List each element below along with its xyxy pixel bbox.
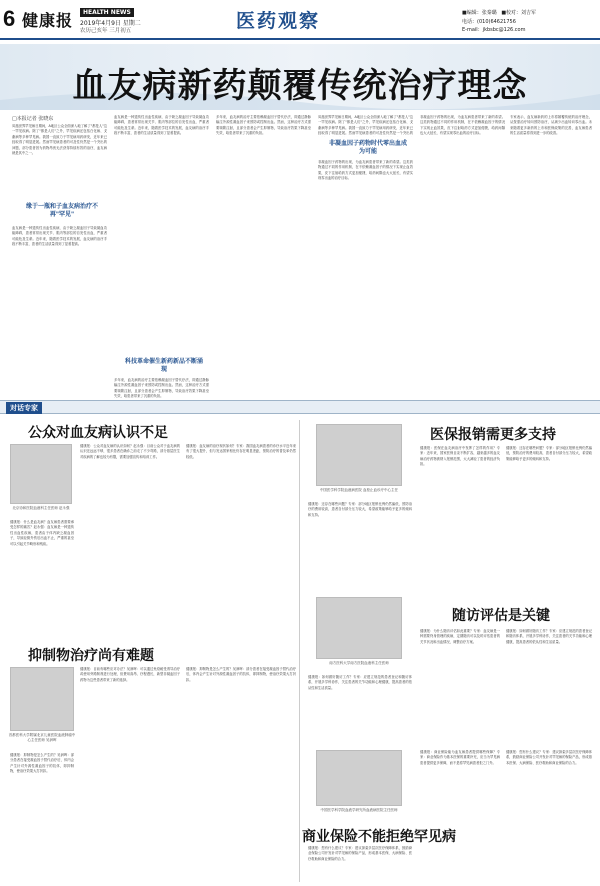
section-3-text-c: 健康报：抑制物是怎么产生的？吴润晖：部分患者在接受凝血因子替代治疗后，体内会产生针对外源性凝血因子的抗体，即抑制物，使治疗效果大打折扣。	[186, 667, 296, 682]
expert-photo-1	[10, 444, 72, 504]
section-5-text-b: 健康报：您有什么建议？专家：建议探索多层次医疗保障体系，鼓励商业保险公司开发针对罕见病的保险产品，形成基本医保、大病保险、医疗救助和商业保险的合力。	[506, 750, 592, 765]
section-5-text-c: 健康报：您有什么建议？专家：建议探索多层次医疗保障体系，鼓励商业保险公司开发针对罕见病的保险产品，形成基本医保、大病保险、医疗救助和商业保险的合力。	[308, 846, 412, 861]
article-col-1b: 血友病是一种遗传性出血性疾病，由于缺乏凝血因子导致凝血功能障碍，患者常常出现关节、肌肉等部位的自发性出血，严重者可能危及生命。近年来，随着医学技术的发展，血友病的治疗手段不断丰富，患者的生活质量得到了显著提高。	[12, 226, 107, 247]
subhead-1: 缘于一瓶和子血友病治疗不再"罕见"	[25, 203, 98, 218]
article-col-4: 非凝血因子药物的出现，为血友病患者带来了新的希望。这类药物通过不同的作用机制，在不依赖凝血因子的情况下实现止血效果，皮下注射给药方式更加便捷，给药间隔也大大延长，有望实现零出血的治疗目标。	[318, 160, 413, 181]
article-col-5: 非凝血因子药物的出现，为血友病患者带来了新的希望。这类药物通过不同的作用机制，在不依赖凝血因子的情况下实现止血效果，皮下注射给药方式更加便捷，给药间隔也大大延长，有望实现零出血的治疗目标。	[420, 115, 505, 136]
photo-caption-5: 中国医学科学院血液学研究所血液病医院主任医师	[320, 808, 398, 812]
photo-caption-2: 中国医学科学院血液病医院 血栓止血诊疗中心主任	[319, 488, 399, 492]
masthead-rule	[0, 38, 600, 40]
expert-photo-2	[316, 424, 402, 486]
section-3-text-a: 健康报：抑制物是怎么产生的？吴润晖：部分患者在接受凝血因子替代治疗后，体内会产生针对外源性凝血因子的抗体，即抑制物，使治疗效果大打折扣。	[10, 753, 74, 774]
section-3	[8, 645, 298, 883]
paper-name: 健康报	[22, 11, 74, 30]
section-2-title: 医保报销需更多支持	[430, 427, 556, 443]
expert-photo-3	[10, 667, 74, 731]
article-col-2: 血友病是一种遗传性出血性疾病，由于缺乏凝血因子导致凝血功能障碍，患者常常出现关节、肌肉等部位的自发性出血，严重者可能危及生命。近年来，随着医学技术的发展，血友病的治疗手段不断丰富，患者的生活质量得到了显著提高。	[114, 115, 209, 136]
section-1	[8, 420, 298, 640]
section-4-text-b: 健康报：如何做好随访工作？专家：应建立规范的患者登记和随访体系，开展多学科协作，关注患者的关节功能和心理健康，提高患者的依从性和生活质量。	[506, 629, 592, 644]
subhead-2: 科技革命催生新药新品不断涌现	[124, 358, 203, 373]
contact-email: E-mail：jkbsbc@126.com	[462, 27, 526, 33]
article-col-3: 多年来，血友病的治疗主要依赖凝血因子替代疗法，即通过静脉输注外源性凝血因子来预防或控制出血。然而，这种治疗方式需要频繁注射，且部分患者会产生抑制物，导致治疗效果下降甚至失效，给患者带来了沉重的负担。	[216, 115, 311, 136]
english-name-badge: HEALTH NEWS	[80, 8, 134, 17]
section-4-title: 随访评估是关键	[452, 608, 550, 624]
section-1-text-a: 健康报：什么是血友病？血友病患者需要承受怎样的痛苦？赵永强：血友病是一种遗传性出血性疾病，患者由于体内缺乏凝血因子，导致轻微外伤后出血不止，严重的甚至可以引起关节畸形和残疾。	[10, 520, 74, 546]
section-1-text-b: 健康报：公众对血友病的认识如何？赵永强：目前公众对于血友病的认识还远远不够，很多患者在确诊之前走了不少弯路，部分基层医生对疾病的了解也较为有限，需要加强宣传和培训工作。	[80, 444, 180, 459]
article-col-2b: 多年来，血友病的治疗主要依赖凝血因子替代疗法，即通过静脉输注外源性凝血因子来预防或控制出血。然而，这种治疗方式需要频繁注射，且部分患者会产生抑制物，导致治疗效果下降甚至失效，给患者带来了沉重的负担。	[114, 378, 209, 398]
headline-banner	[0, 44, 600, 110]
editor-credit: ■编辑：张秦璐	[462, 10, 497, 16]
photo-caption-3: 首都医科大学附属北京儿童医院血液肿瘤中心主任医师 吴润晖	[8, 733, 76, 742]
section-2	[302, 420, 594, 590]
subhead-3: 非凝血因子药物时代零出血成为可能	[328, 140, 407, 155]
section-1-title: 公众对血友病认识不足	[28, 425, 168, 441]
masthead	[0, 0, 600, 42]
headline: 血友病新药颠覆传统治疗理念	[72, 66, 528, 106]
photo-caption-4: 南方医科大学南方医院血液科主任医师	[329, 661, 389, 665]
proofreader-credit: ■校对：刘吉军	[501, 10, 537, 16]
dialogue-band-tag: 对话专家	[6, 402, 42, 414]
section-5-title: 商业保险不能拒绝罕见病	[302, 829, 456, 845]
section-2-text-c: 健康报：还存在哪些问题？专家：部分地区报销比例仍然偏低，预防治疗的费用较高，患者自付部分压力较大，希望政策能够给予更多的倾斜和支持。	[308, 502, 412, 517]
section-4	[302, 593, 594, 743]
section-2-text-b: 健康报：还存在哪些问题？专家：部分地区报销比例仍然偏低，预防治疗的费用较高，患者自付部分压力较大，希望政策能够给予更多的倾斜和支持。	[506, 446, 592, 461]
section-5	[302, 746, 594, 883]
article-col-6: 专家表示，血友病新药的上市将颠覆传统的治疗理念，从按需治疗转向预防治疗，从减少出血转向零出血。未来随着更多新药的上市和医保政策的完善，血友病患者的生活质量将得到进一步的改善。	[510, 115, 592, 136]
section-3-title: 抑制物治疗尚有难题	[28, 648, 154, 664]
article-col-1: 凤凰世界罕见病日期间，A地区公众全面深入地了解了"都是人"这一罕见疾病。除了"都是人们"之外，罕见疾病还包括白化病、戈谢病等多种罕见病。我国一直致力于罕见病用药研发，近年来已经取得了明显进展。然而罕见病患者的可及性仍然是一个突出的问题，部分患者因为药物昂贵无法获得持续有效的治疗，血友病就是其中之一。	[12, 124, 107, 156]
section-title: 医药观察	[236, 10, 321, 32]
page-number: 6	[3, 6, 16, 31]
lunar-date: 农历己亥年 三月初五	[80, 28, 132, 34]
article-col-4a: 凤凰世界罕见病日期间，A地区公众全面深入地了解了"都是人"这一罕见疾病。除了"都是人们"之外，罕见疾病还包括白化病、戈谢病等多种罕见病。我国一直致力于罕见病用药研发，近年来已经取得了明显进展。然而罕见病患者的可及性仍然是一个突出的	[318, 115, 413, 136]
expert-photo-4	[316, 597, 402, 659]
photo-caption-1: 北京协和医院血液科主任医师 赵永强	[12, 506, 70, 510]
section-1-text-c: 健康报：血友病的治疗现状如何？专家：我国血友病患者的诊疗水平近年来有了很大提升，但与发达国家相比仍存在明显差距，预防治疗的普及率仍然较低。	[186, 444, 296, 459]
expert-photo-5	[316, 750, 402, 806]
section-5-text-a: 健康报：商业保险能为血友病患者提供哪些保障？专家：商业保险作为基本医保的重要补充，应当为罕见病患者提供更多保障，而不是将罕见病患者拒之门外。	[420, 750, 500, 765]
section-2-text-a: 健康报：医保在血友病治疗中发挥了怎样的作用？专家：近年来，国家医保目录不断扩容，越来越多的血友病治疗药物被纳入报销范围，大大减轻了患者的经济负担。	[420, 446, 500, 467]
column-divider	[299, 420, 300, 882]
contact-line-1	[462, 9, 536, 16]
dialogue-band	[0, 400, 600, 414]
contact-phone: 电话：(010)64621756	[462, 19, 516, 25]
byline: □本报记者 张晓东	[12, 116, 54, 122]
section-4-text-c: 健康报：如何做好随访工作？专家：应建立规范的患者登记和随访体系，开展多学科协作，关注患者的关节功能和心理健康，提高患者的依从性和生活质量。	[308, 675, 412, 690]
section-3-text-b: 健康报：目前有哪些应对办法？吴润晖：可以通过免疫耐受诱导治疗或使用旁路制剂进行处理，但费用高昂、疗程漫长，新型非凝血因子药物为这些患者带来了新的选择。	[80, 667, 180, 682]
issue-date: 2019年4月9日 星期二	[80, 20, 141, 27]
section-4-text-a: 健康报：为什么随访评估如此重要？专家：血友病是一种需要终身管理的疾病，定期随访可以及时评估患者的关节状况和出血情况，调整治疗方案。	[420, 629, 500, 644]
